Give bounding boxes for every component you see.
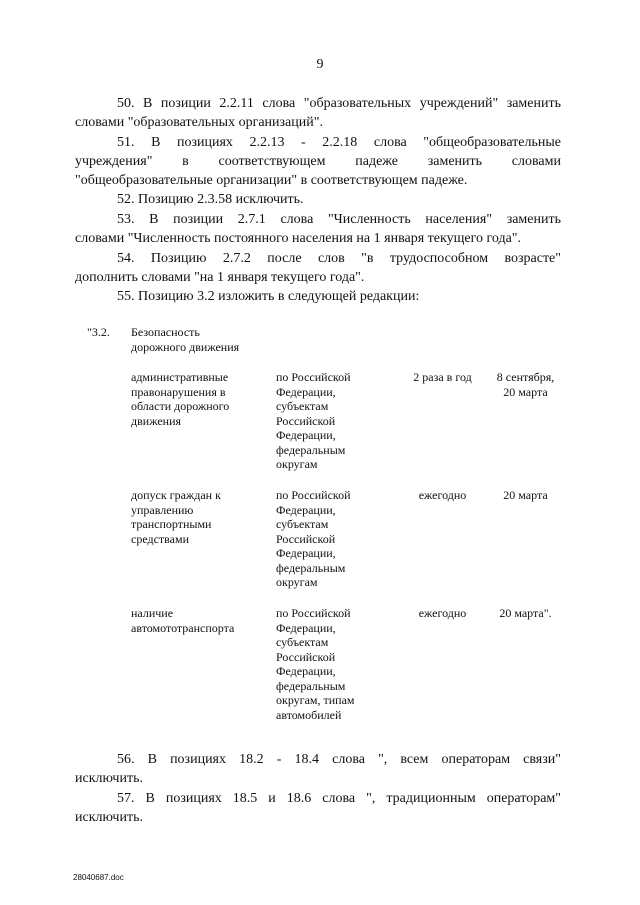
- table-row-2-level: по Российской Федерации, субъектам Российской Федерации, федеральным округам: [276, 488, 351, 589]
- table-position-number: "3.2.: [87, 325, 110, 339]
- item-51-line-3: "общеобразовательные организации" в соответствующем падеже.: [75, 173, 468, 188]
- item-56-line-1: 56. В позициях 18.2 - 18.4 слова ", всем операторам связи": [117, 752, 561, 767]
- table-row-2-name: допуск граждан к управлению транспортными средствами: [131, 488, 221, 546]
- table-row-2-dates: 20 марта: [503, 488, 548, 502]
- item-54-line-1: 54. Позицию 2.7.2 после слов "в трудоспособном возрасте": [117, 251, 561, 266]
- table-row-1-dates: 8 сентября, 20 марта: [496, 370, 555, 399]
- item-57-line-1: 57. В позициях 18.5 и 18.6 слова ", традиционным операторам": [117, 791, 561, 806]
- table-row-1-name: административные правонарушения в области дорожного движения: [131, 370, 230, 428]
- file-name-footer: 28040687.doc: [73, 873, 124, 882]
- table-row-3-level: по Российской Федерации, субъектам Российской Федерации, федеральным округам, типам автомобилей: [276, 606, 355, 722]
- item-51-line-2: учреждения" в соответствующем падеже заменить словами: [75, 154, 561, 169]
- item-51-line-1: 51. В позициях 2.2.13 - 2.2.18 слова "общеобразовательные: [117, 135, 561, 150]
- item-56-line-2: исключить.: [75, 771, 143, 786]
- table-title-line-2: дорожного движения: [131, 340, 240, 354]
- item-50-line-2: словами "образовательных организаций".: [75, 115, 323, 130]
- table-row-2-frequency: ежегодно: [418, 488, 467, 502]
- item-52-line-1: 52. Позицию 2.3.58 исключить.: [117, 192, 304, 207]
- item-55-line-1: 55. Позицию 3.2 изложить в следующей редакции:: [117, 289, 420, 304]
- item-54-line-2: дополнить словами "на 1 января текущего года".: [75, 270, 365, 285]
- table-row-1-frequency: 2 раза в год: [413, 370, 472, 384]
- item-50-line-1: 50. В позиции 2.2.11 слова "образовательных учреждений" заменить: [117, 96, 561, 111]
- item-53-line-1: 53. В позиции 2.7.1 слова "Численность населения" заменить: [117, 212, 561, 227]
- item-57-line-2: исключить.: [75, 810, 143, 825]
- item-53-line-2: словами "Численность постоянного населения на 1 января текущего года".: [75, 231, 522, 246]
- page-number: 9: [316, 57, 324, 72]
- table-row-3-dates: 20 марта".: [499, 606, 552, 620]
- table-title-line-1: Безопасность: [131, 325, 200, 339]
- table-row-3-name: наличие автомототранспорта: [131, 606, 235, 635]
- table-row-3-frequency: ежегодно: [418, 606, 467, 620]
- table-row-1-level: по Российской Федерации, субъектам Российской Федерации, федеральным округам: [276, 370, 351, 471]
